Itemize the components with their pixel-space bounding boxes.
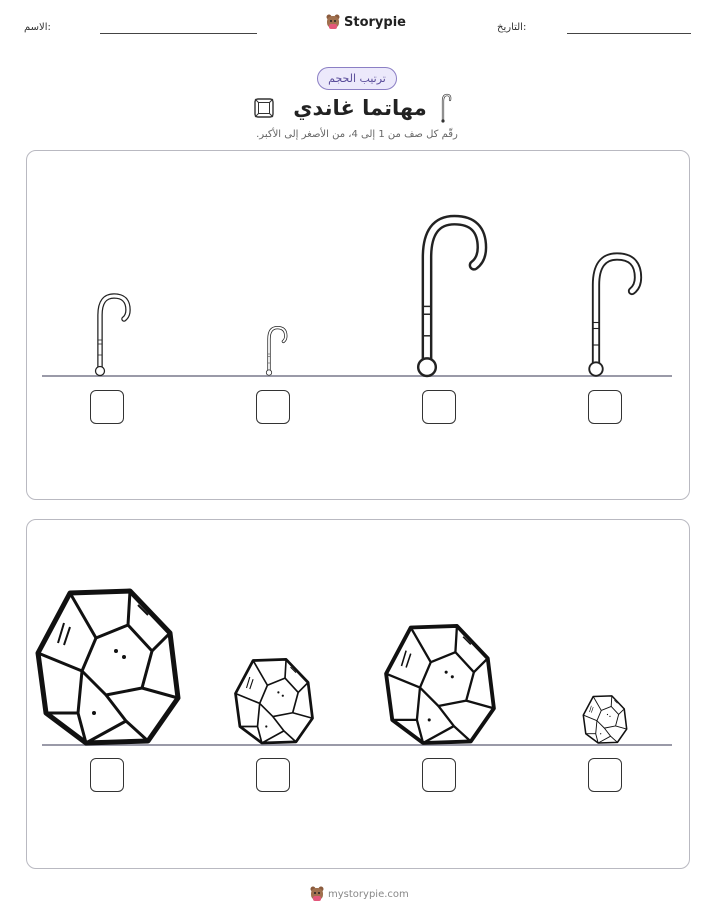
answer-box[interactable] bbox=[422, 758, 456, 792]
bear-icon bbox=[310, 886, 324, 902]
date-label: التاريخ: bbox=[497, 22, 527, 33]
page-title: مهاتما غاندي bbox=[293, 96, 427, 120]
answer-box[interactable] bbox=[588, 758, 622, 792]
answer-box[interactable] bbox=[90, 758, 124, 792]
crystal-1 bbox=[38, 591, 178, 743]
crystal-3 bbox=[386, 626, 494, 743]
answer-box[interactable] bbox=[256, 758, 290, 792]
crystal-2 bbox=[236, 659, 313, 743]
name-label: الاسم: bbox=[24, 22, 51, 33]
crystal-4 bbox=[583, 696, 626, 743]
category-pill: ترتيب الحجم bbox=[317, 67, 397, 90]
brand-name: Storypie bbox=[344, 14, 406, 30]
footer-url[interactable]: mystorypie.com bbox=[328, 888, 409, 900]
instructions: رقّم كل صف من 1 إلى 4، من الأصغر إلى الأكبر. bbox=[256, 129, 458, 140]
footer bbox=[310, 886, 409, 902]
